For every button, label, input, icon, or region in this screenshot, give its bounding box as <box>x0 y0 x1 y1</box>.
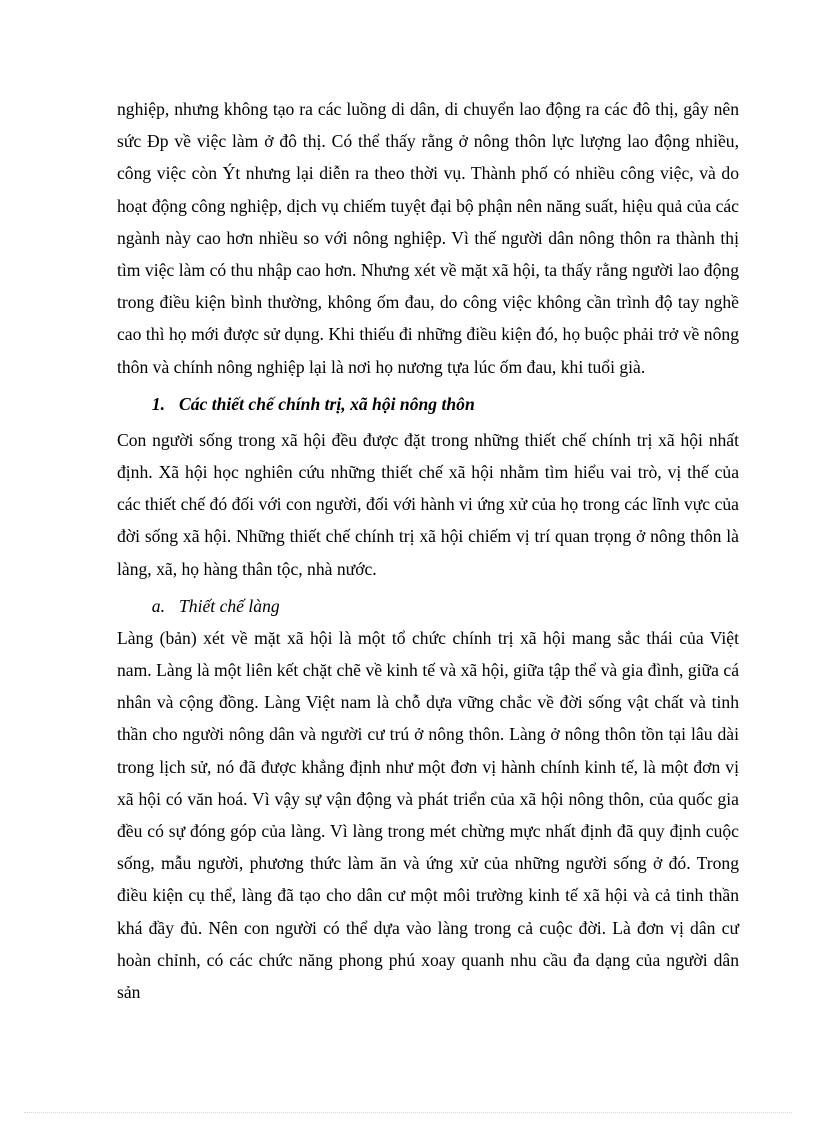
section-title: Các thiết chế chính trị, xã hội nông thôn <box>179 393 475 414</box>
subsection-title: Thiết chế làng <box>179 595 280 616</box>
section-heading <box>117 388 739 420</box>
subsection-heading <box>117 590 739 622</box>
paragraph-rural-labor: nghiệp, nhưng không tạo ra các luồng di dân, di chuyển lao động ra các đô thị, gây nên sức Đp về việc làm ở đô thị. Có thể thấy rằng ở nông thôn lực lượng lao động nhiều, công việc còn Ýt nhưng lại diễn ra theo thời vụ. Thành phố có nhiều công việc, và do hoạt động công nghiệp, dịch vụ chiếm tuyệt đại bộ phận nên năng suất, hiệu quả của các ngành này cao hơn nhiều so với nông nghiệp. Vì thế người dân nông thôn ra thành thị tìm việc làm có thu nhập cao hơn. Nhưng xét về mặt xã hội, ta thấy rằng người lao động trong điều kiện bình thường, không ốm đau, do công việc không cần trình độ tay nghề cao thì họ mới được sử dụng. Khi thiếu đi những điều kiện đó, họ buộc phải trở về nông thôn và chính nông nghiệp lại là nơi họ nương tựa lúc ốm đau, khi tuổi già. <box>117 99 739 377</box>
paragraph-institutions: Con người sống trong xã hội đều được đặt trong những thiết chế chính trị xã hội nhất định. Xã hội học nghiên cứu những thiết chế xã hội nhằm tìm hiểu vai trò, vị thế của các thiết chế đó đối với con người, đối với hành vi ứng xử của họ trong các lĩnh vực của đời sống xã hội. Những thiết chế chính trị xã hội chiếm vị trí quan trọng ở nông thôn là làng, xã, họ hàng thân tộc, nhà nước. <box>117 429 739 579</box>
page-body <box>117 93 739 1008</box>
page-bottom-divider <box>24 1112 792 1113</box>
subsection-letter: a. <box>151 595 165 616</box>
section-number: 1. <box>151 393 165 414</box>
paragraph-village: Làng (bản) xét về mặt xã hội là một tổ chức chính trị xã hội mang sắc thái của Việt nam. Làng là một liên kết chặt chẽ về kinh tế và xã hội, giữa tập thể và gia đình, giữa cá nhân và cộng đồng. Làng Việt nam là chỗ dựa vững chắc về đời sống vật chất và tinh thần cho người nông dân và người cư trú ở nông thôn. Làng ở nông thôn tồn tại lâu dài trong lịch sử, nó đã được khẳng định như một đơn vị hành chính kinh tế, là một đơn vị xã hội có văn hoá. Vì vậy sự vận động và phát triển của xã hội nông thôn, của quốc gia đều có sự đóng góp của làng. Vì làng trong mét chừng mực nhất định đã quy định cuộc sống, mẫu người, phương thức làm ăn và ứng xử của những người sống ở đó. Trong điều kiện cụ thể, làng đã tạo cho dân cư một môi trường kinh tế xã hội và cả tinh thần khá đầy đủ. Nên con người có thể dựa vào làng trong cả cuộc đời. Là đơn vị dân cư hoàn chỉnh, có các chức năng phong phú xoay quanh nhu cầu đa dạng của người dân sản <box>117 627 739 1003</box>
